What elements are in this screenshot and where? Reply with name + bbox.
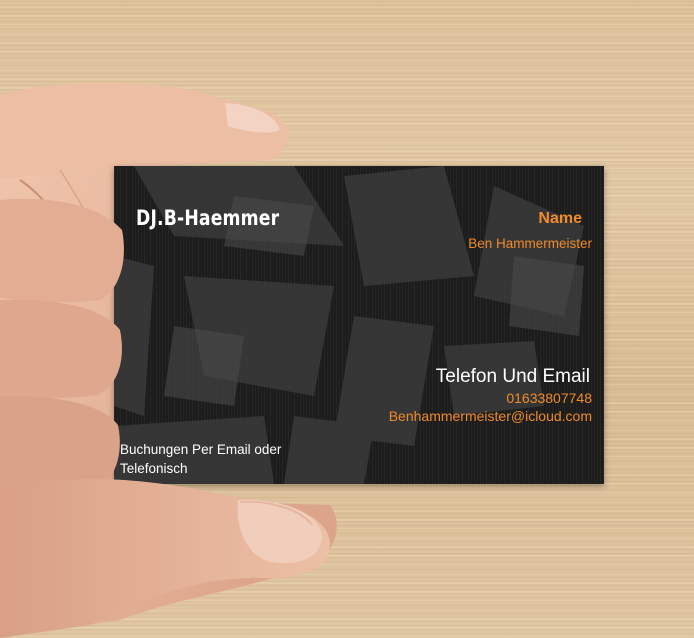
brand-name: DJ.B-Haemmer	[136, 206, 280, 230]
email-address: Benhammermeister@icloud.com	[388, 408, 592, 424]
booking-note-line1: Buchungen Per Email oder	[120, 442, 282, 457]
contact-heading: Telefon Und Email	[435, 366, 590, 387]
phone-number: 01633807748	[506, 390, 592, 406]
booking-note-line2: Telefonisch	[120, 461, 188, 476]
name-value: Ben Hammermeister	[468, 236, 592, 251]
business-card	[114, 166, 604, 484]
name-heading: Name	[538, 210, 582, 227]
